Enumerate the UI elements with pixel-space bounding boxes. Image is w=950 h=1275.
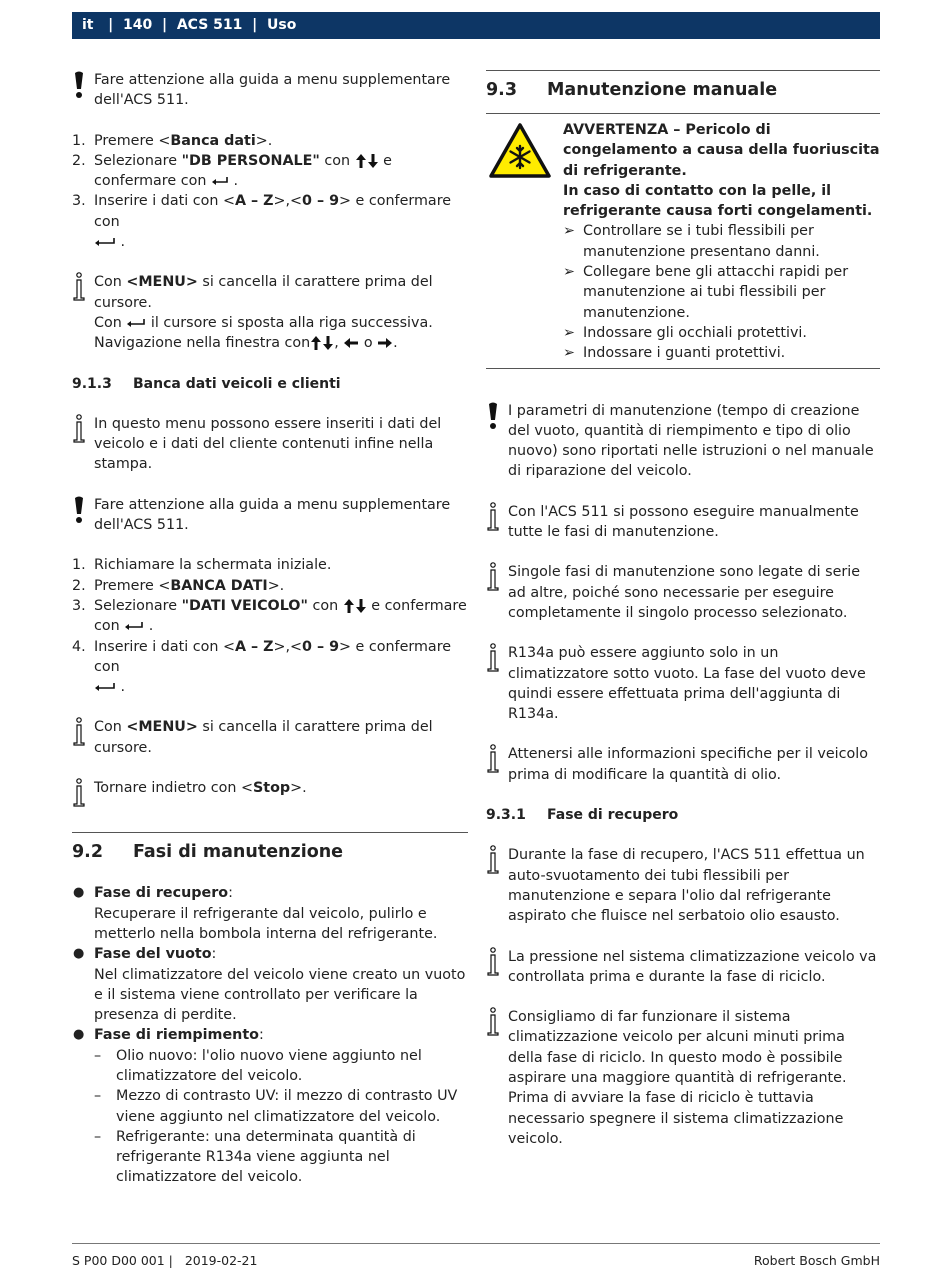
info-note: Singole fasi di manutenzione sono legate di serie ad altre, poiché sono necessarie per eseguire completamente il singolo processo selezionato. — [486, 562, 880, 623]
info-icon — [486, 562, 500, 592]
section-heading: 9.3 Manutenzione manuale — [486, 70, 880, 101]
footer-docnum: S P00 D00 001 — [72, 1253, 165, 1268]
list-item: ➢ Indossare gli occhiali protettivi. — [563, 323, 880, 343]
header-section: Uso — [267, 17, 297, 34]
list-item: 4. Inserire i dati con <A – Z>,<0 – 9> e confermare con . — [72, 638, 452, 696]
subsection-heading: 9.1.3 Banca dati veicoli e clienti — [72, 375, 341, 392]
info-icon — [486, 744, 500, 774]
arrowhead-icon: ➢ — [563, 264, 575, 281]
footer-company: Robert Bosch GmbH — [753, 1253, 880, 1268]
subsection-heading: 9.3.1 Fase di recupero — [486, 807, 679, 824]
info-note: Attenersi alle informazioni specifiche per il veicolo prima di modificare la quantità di olio. — [486, 744, 880, 785]
list-item: ➢ Indossare i guanti protettivi. — [563, 343, 880, 363]
attention-note: Fare attenzione alla guida a menu supplementare dell'ACS 511. — [72, 495, 468, 536]
return-key-icon — [211, 176, 229, 186]
attention-note: I parametri di manutenzione (tempo di creazione del vuoto, quantità di riempimento e tipo di olio nuovo) sono riportati nelle istruzioni o nel manuale di riparazione del veicolo. — [486, 401, 880, 482]
info-icon — [486, 502, 500, 532]
footer-left: S P00 D00 001 | 2019-02-21 — [72, 1253, 258, 1268]
arrowhead-icon: ➢ — [563, 223, 575, 240]
info-icon — [486, 1007, 500, 1037]
arrow-down-icon — [367, 153, 379, 169]
info-note: R134a può essere aggiunto solo in un climatizzatore sotto vuoto. La fase del vuoto deve quindi essere effettuata prima dell'aggiunta di R134a. — [486, 643, 880, 724]
footer-divider — [72, 1243, 880, 1244]
return-key-icon — [126, 318, 146, 328]
phase-list — [72, 883, 468, 1187]
info-icon — [72, 717, 86, 747]
info-note: Con l'ACS 511 si possono eseguire manualmente tutte le fasi di manutenzione. — [486, 502, 880, 543]
frost-warning-icon — [488, 122, 552, 180]
info-note: La pressione nel sistema climatizzazione veicolo va controllata prima e durante la fase di riciclo. — [486, 947, 880, 988]
left-column — [72, 70, 468, 1188]
list-item: 1. Premere <Banca dati>. — [72, 132, 273, 149]
list-item: 1. Richiamare la schermata iniziale. — [72, 557, 332, 574]
arrow-up-icon — [310, 335, 322, 351]
list-item: 3. Inserire i dati con <A – Z>,<0 – 9> e confermare con . — [72, 193, 452, 251]
page-header: it | 140 | ACS 511 | Uso — [72, 12, 880, 39]
arrow-down-icon — [355, 598, 367, 614]
info-icon — [72, 778, 86, 808]
info-icon — [486, 947, 500, 977]
arrow-up-icon — [355, 153, 367, 169]
info-icon — [486, 845, 500, 875]
info-icon — [486, 643, 500, 673]
arrowhead-icon: ➢ — [563, 345, 575, 362]
list-item: ➢ Controllare se i tubi flessibili per manutenzione presentano danni. — [563, 223, 820, 260]
return-key-icon — [124, 621, 144, 631]
exclamation-icon — [486, 401, 500, 431]
arrow-right-icon — [377, 337, 393, 349]
steps-list — [72, 555, 468, 697]
list-item: 2. Premere <BANCA DATI>. — [72, 577, 285, 594]
arrowhead-icon: ➢ — [563, 324, 575, 341]
header-product: ACS 511 — [176, 17, 243, 34]
steps-list — [72, 131, 468, 253]
warning-box — [486, 113, 880, 369]
arrow-down-icon — [322, 335, 334, 351]
list-item: ● Fase del vuoto: Nel climatizzatore del veicolo viene creato un vuoto e il sistema viene controllato per verificare la presenza di perdite. — [73, 946, 466, 1024]
info-note: Con <MENU> si cancella il carattere prima del cursore. Con il cursore si sposta alla riga successiva. Navigazione nella finestra con , o . — [72, 272, 468, 353]
info-icon — [72, 414, 86, 444]
list-item: – Mezzo di contrasto UV: il mezzo di contrasto UV viene aggiunto nel climatizzatore del veicolo. — [94, 1088, 458, 1125]
arrow-left-icon — [343, 337, 359, 349]
info-note: Tornare indietro con <Stop>. — [72, 778, 468, 798]
list-item: ➢ Collegare bene gli attacchi rapidi per manutenzione ai tubi flessibili per manutenzione. — [563, 264, 849, 321]
header-page-number: 140 — [122, 17, 153, 34]
list-item: – Olio nuovo: l'olio nuovo viene aggiunto nel climatizzatore del veicolo. — [94, 1047, 422, 1084]
list-item: ● Fase di recupero: Recuperare il refrigerante dal veicolo, pulirlo e metterlo nella bombola interna del refrigerante. — [73, 885, 438, 942]
exclamation-icon — [72, 70, 86, 100]
exclamation-icon — [72, 495, 86, 525]
right-column — [486, 70, 880, 1149]
footer-date: 2019-02-21 — [184, 1253, 258, 1268]
attention-note-text: Fare attenzione alla guida a menu supplementare dell'ACS 511. — [94, 72, 451, 109]
list-item: 3. Selezionare "DATI VEICOLO" con e confermare con . — [72, 597, 467, 635]
header-lang: it — [82, 17, 94, 34]
attention-note — [72, 70, 468, 111]
list-item: 2. Selezionare "DB PERSONALE" con e confermare con . — [72, 152, 392, 190]
warning-title: AVVERTENZA – Pericolo di congelamento a causa della fuoriuscita di refrigerante. — [563, 122, 880, 179]
sub-list — [94, 1046, 468, 1188]
info-icon — [72, 272, 86, 302]
return-key-icon — [94, 682, 116, 692]
list-item: ● Fase di riempimento: – Olio nuovo: l'olio nuovo viene aggiunto nel climatizzatore del veicolo. – Mezzo di contrasto UV: il mezzo di contrasto UV viene aggiunto nel climatizzatore del veicolo. – Refrigerante: una determinata quantità di refrigerante R134a viene aggiunta nel climatizzatore del veicolo. — [72, 1025, 468, 1187]
arrow-up-icon — [343, 598, 355, 614]
info-note: Con <MENU> si cancella il carattere prima del cursore. — [72, 717, 468, 758]
list-item: – Refrigerante: una determinata quantità di refrigerante R134a viene aggiunta nel climatizzatore del veicolo. — [94, 1128, 416, 1186]
warning-description: In caso di contatto con la pelle, il refrigerante causa forti congelamenti. — [563, 182, 873, 220]
warning-actions — [563, 221, 880, 363]
info-note: Consigliamo di far funzionare il sistema climatizzazione veicolo per alcuni minuti prima della fase di riciclo. In questo modo è possibile aspirare una maggiore quantità di refrigerante. Prima di avviare la fase di riciclo è tuttavia necessario spegnere il sistema climatizzazione veicolo. — [486, 1007, 880, 1149]
info-note: In questo menu possono essere inseriti i dati del veicolo e i dati del cliente contenuti infine nella stampa. — [72, 414, 468, 475]
section-heading: 9.2 Fasi di manutenzione — [72, 832, 468, 863]
info-note: Durante la fase di recupero, l'ACS 511 effettua un auto-svuotamento dei tubi flessibili per manutenzione e separa l'olio dal refrigerante aspirato che fluisce nel serbatoio olio esausto. — [486, 845, 880, 926]
return-key-icon — [94, 237, 116, 247]
